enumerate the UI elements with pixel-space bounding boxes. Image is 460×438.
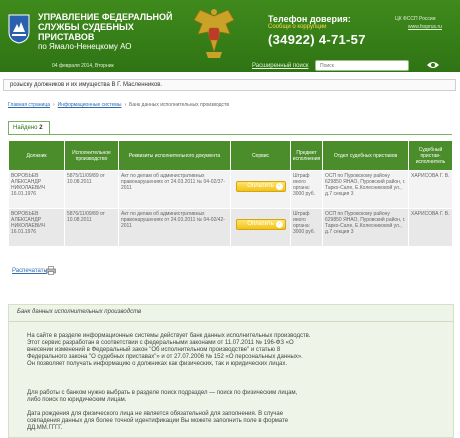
info-paragraph: Дата рождения для физического лица не является обязательной для заполнения. В случае совпадения данных для более точной идентификации Вы можете заполнить поле в формате ДД.ММ.ГГГГ. — [27, 411, 289, 431]
advanced-search-link[interactable]: Расширенный поиск — [252, 63, 309, 69]
column-header: Сервис — [231, 141, 291, 171]
service-cell — [231, 171, 291, 209]
search-input[interactable] — [315, 60, 409, 71]
eye-icon[interactable] — [426, 60, 440, 70]
breadcrumb — [8, 102, 229, 108]
results-count-tab[interactable] — [8, 121, 50, 134]
info-paragraph: Для работы с банком нужно выбрать в разделе поиск подраздел — поиск по физическим лицам, либо поиск по юридическим лицам. — [27, 390, 298, 403]
bailiff-cell: ХАРИСОВА Г. В. — [409, 171, 453, 209]
news-ticker: розыску должников и их имущества В Г. Масленников. — [3, 79, 456, 91]
info-panel — [8, 304, 454, 438]
document-cell: Акт по делам об административных правонарушениях от 24.03.2011 № 04-02/37-2011 — [119, 171, 231, 209]
arrow-right-icon: › — [276, 221, 283, 228]
arrow-right-icon: › — [276, 183, 283, 190]
service-cell — [231, 209, 291, 247]
results-count-value: 2 — [39, 125, 43, 131]
central-office-link[interactable]: www.fssprus.ru — [408, 24, 442, 30]
info-title: Банк данных исполнительных производств — [17, 309, 142, 315]
printer-icon[interactable] — [46, 266, 56, 275]
table-header-row — [9, 141, 453, 171]
tab-divider — [8, 134, 452, 135]
breadcrumb-home[interactable]: Главная страница — [8, 102, 50, 108]
debtor-cell: ВОРОБЬЕВ АЛЕКСАНДР НИКОЛАЕВИЧ 16.01.1976 — [9, 209, 65, 247]
breadcrumb-separator: › — [52, 102, 55, 108]
column-header: Должник — [9, 141, 65, 171]
table-row — [9, 209, 453, 247]
column-header: Предмет исполнения — [291, 141, 323, 171]
breadcrumb-current: Банк данных исполнительных производств — [129, 102, 229, 108]
proceeding-cell: 5875/11/09/89 от 10.08.2011 — [65, 171, 119, 209]
hotline-phone: (34922) 4-71-57 — [268, 32, 366, 47]
proceeding-cell: 5876/11/09/89 от 10.08.2011 — [65, 209, 119, 247]
results-table — [8, 140, 453, 247]
results-count-label: Найдено — [13, 125, 38, 131]
print-link[interactable]: Распечатать — [12, 268, 47, 274]
breadcrumb-separator: › — [124, 102, 127, 108]
subject-cell: Штраф иного органа: 3000 руб. — [291, 171, 323, 209]
central-office-label: ЦК ФССП России — [395, 16, 436, 22]
org-title: УПРАВЛЕНИЕ ФЕДЕРАЛЬНОЙ СЛУЖБЫ СУДЕБНЫХ ПРИСТАВОВ — [38, 12, 173, 42]
double-eagle-emblem-icon — [192, 6, 236, 60]
pay-button[interactable] — [236, 181, 286, 192]
column-header: Отдел судебных приставов — [323, 141, 409, 171]
pay-button-label: Оплатить — [247, 221, 274, 227]
info-paragraph: На сайте в разделе информационные системы действует банк данных исполнительных производств. Этот сервис разработан в соответствии с федеральными законами от 11.07.2011 № 196-ФЗ «О внесении изменений в Федеральный закон "Об исполнительном производстве" и статью 8 Федерального закона "О судебных приставах"» и от 27.07.2006 № 152 «О персональных данных». Он позволяет получать информацию о должниках как физических, так и юридических лицах. — [27, 333, 311, 367]
org-subtitle: по Ямало-Ненецкому АО — [38, 42, 132, 51]
department-cell: ОСП по Пуровскому району 629850 ЯНАО, Пуровский район, г. Тарко-Сале, Е.Колесниковой ул., д.7 секция 3 — [323, 209, 409, 247]
site-header — [0, 0, 460, 72]
department-cell: ОСП по Пуровскому району 629850 ЯНАО, Пуровский район, г. Тарко-Сале, Е.Колесниковой ул., д.7 секция 3 — [323, 171, 409, 209]
document-cell: Акт по делам об административных правонарушениях от 24.03.2011 № 04-02/42-2011 — [119, 209, 231, 247]
table-row — [9, 171, 453, 209]
column-header: Судебный пристав-исполнитель — [409, 141, 453, 171]
breadcrumb-section[interactable]: Информационные системы — [57, 102, 122, 108]
hotline-title: Телефон доверия: — [268, 14, 351, 24]
subject-cell: Штраф иного органа: 3000 руб. — [291, 209, 323, 247]
current-date: 04 февраля 2014, Вторник — [52, 63, 114, 69]
pay-button[interactable] — [236, 219, 286, 230]
pay-button-label: Оплатить — [247, 183, 274, 189]
info-divider — [9, 321, 453, 322]
column-header: Исполнительное производство — [65, 141, 119, 171]
column-header: Реквизиты исполнительного документа — [119, 141, 231, 171]
region-emblem-icon — [8, 14, 30, 44]
hotline-subtitle: Сообщи о коррупции — [268, 24, 327, 30]
bailiff-cell: ХАРИСОВА Г. В. — [409, 209, 453, 247]
debtor-cell: ВОРОБЬЕВ АЛЕКСАНДР НИКОЛАЕВИЧ 16.01.1976 — [9, 171, 65, 209]
